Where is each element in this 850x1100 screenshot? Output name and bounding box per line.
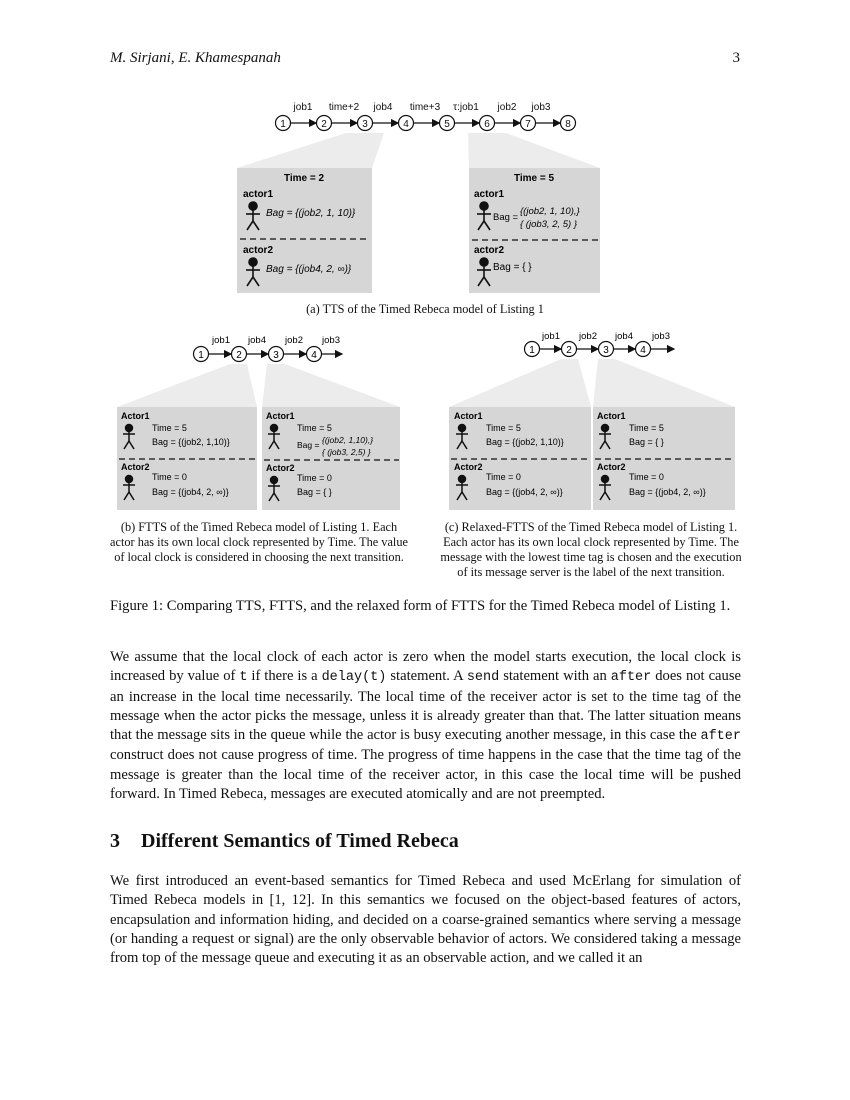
fig-b-node-2: 2 bbox=[236, 350, 242, 361]
fig-c-edge-label: job3 bbox=[652, 331, 670, 342]
fig-b-transition-chain bbox=[194, 335, 343, 362]
section-title: Different Semantics of Timed Rebeca bbox=[141, 830, 459, 852]
fig-a-left-actor1: actor1 bbox=[243, 189, 274, 200]
fig-b-caption-line: of local clock is considered in choosing the next transition. bbox=[114, 550, 404, 564]
fig-c-caption-line: Each actor has its own local clock represented by Time. The bbox=[443, 535, 739, 549]
fig-b-edge-label: job1 bbox=[212, 335, 230, 346]
fig-c-edge-label: job1 bbox=[542, 331, 560, 342]
fig-a-right-state-box bbox=[469, 168, 600, 293]
fig-c-right-time2: Time = 0 bbox=[629, 472, 664, 482]
fig-a-node-7: 7 bbox=[525, 119, 531, 130]
section-heading bbox=[110, 830, 459, 853]
body-paragraph-1 bbox=[110, 648, 741, 804]
fig-a-left-state-box bbox=[237, 168, 372, 293]
fig-b-left-actor1: Actor1 bbox=[121, 411, 150, 421]
inline-code: delay(t) bbox=[321, 670, 387, 686]
fig-c-right-actor1: Actor1 bbox=[597, 411, 626, 421]
fig-a-right-bag-label: Bag = bbox=[493, 212, 519, 223]
fig-c-caption bbox=[440, 520, 742, 580]
fig-b-caption-line: (b) FTTS of the Timed Rebeca model of Listing 1. Each bbox=[120, 520, 398, 534]
inline-code: t bbox=[239, 670, 248, 686]
text-run: does not cause an increase in the local time necessarily. The local time of the receiver actor is set to the time tag of the message when the actor picks the message, unless it is already greater than that. The latter situation means that the message sits in the queue while the actor is busy executing another message, in this case the bbox=[110, 668, 741, 744]
text-run: if there is a bbox=[247, 668, 322, 685]
fig-c-caption-line: of its message server is the label of the next transition. bbox=[457, 565, 725, 579]
fig-b-node-3: 3 bbox=[273, 350, 279, 361]
fig-b-left-bag2: Bag = {(job4, 2, ∞)} bbox=[152, 487, 229, 497]
fig-a-left-time: Time = 2 bbox=[283, 173, 325, 184]
fig-a-edge-label: time+3 bbox=[409, 102, 441, 113]
fig-b-left-bag1: Bag = {(job2, 1,10)} bbox=[152, 437, 230, 447]
fig-a-node-4: 4 bbox=[403, 119, 409, 130]
fig-c-left-state-box bbox=[449, 407, 591, 510]
fig-b-left-state-box bbox=[117, 407, 257, 510]
fig-c-caption-line: (c) Relaxed-FTTS of the Timed Rebeca model of Listing 1. bbox=[444, 520, 738, 534]
fig-a-node-8: 8 bbox=[565, 119, 571, 130]
text-run: We assume that the local clock of each actor is zero when the model starts execution, the local clock is increased by value of bbox=[110, 649, 741, 685]
fig-c-right-actor2: Actor2 bbox=[597, 462, 626, 472]
fig-c-edge-label: job4 bbox=[615, 331, 633, 342]
fig-b-right-actor2: Actor2 bbox=[266, 463, 295, 473]
fig-a-node-5: 5 bbox=[444, 119, 450, 130]
fig-a-left-bag1: Bag = {(job2, 1, 10)} bbox=[266, 208, 356, 219]
fig-b-right-time1: Time = 5 bbox=[297, 423, 332, 433]
fig-a-right-actor1: actor1 bbox=[474, 189, 505, 200]
fig-b-node-4: 4 bbox=[311, 350, 317, 361]
inline-code: after bbox=[610, 670, 652, 686]
fig-b-edge-label: job4 bbox=[248, 335, 266, 346]
fig-c-left-actor1: Actor1 bbox=[454, 411, 483, 421]
fig-c-right-state-box bbox=[593, 407, 735, 510]
fig-a-transition-chain bbox=[276, 102, 576, 131]
fig-a-edge-label: time+2 bbox=[328, 102, 360, 113]
fig-c-right-bag1: Bag = { } bbox=[629, 437, 664, 447]
fig-a-edge-label: job2 bbox=[497, 102, 517, 113]
fig-a-right-bag-line2: { (job3, 2, 5) } bbox=[520, 219, 578, 230]
fig-b-caption-line: actor has its own local clock represented by Time. The value bbox=[110, 535, 408, 549]
fig-c-right-bag2: Bag = {(job4, 2, ∞)} bbox=[629, 487, 706, 497]
body-paragraph-2 bbox=[110, 872, 741, 968]
running-header-authors: M. Sirjani, E. Khamespanah bbox=[110, 50, 281, 66]
fig-a-node-6: 6 bbox=[484, 119, 490, 130]
fig-a-right-bag2: Bag = { } bbox=[493, 262, 532, 273]
fig-b-left-time2: Time = 0 bbox=[152, 472, 187, 482]
text-run: statement with an bbox=[499, 668, 611, 685]
fig-b-right-actor1: Actor1 bbox=[266, 411, 295, 421]
fig-b-right-bag-line2: { (job3, 2,5) } bbox=[322, 447, 371, 457]
fig-a-edge-label: τ:job1 bbox=[453, 102, 479, 113]
fig-b-edge-label: job2 bbox=[285, 335, 303, 346]
fig-c-node-2: 2 bbox=[566, 345, 572, 356]
fig-a-right-actor2: actor2 bbox=[474, 245, 505, 256]
fig-c-node-3: 3 bbox=[603, 345, 609, 356]
fig-c-node-1: 1 bbox=[529, 345, 535, 356]
fig-a-caption: (a) TTS of the Timed Rebeca model of Listing 1 bbox=[306, 302, 544, 316]
fig-b-right-time2: Time = 0 bbox=[297, 473, 332, 483]
text-run: construct does not cause progress of time. The progress of time happens in the case that the time tag of the message is greater than the local time of the receiver actor, in this case the local time will be pushed forward. In Timed Rebeca, messages are executed atomically and are not preempted. bbox=[110, 747, 741, 803]
fig-c-left-bag1: Bag = {(job2, 1,10)} bbox=[486, 437, 564, 447]
section-number: 3 bbox=[110, 830, 120, 852]
fig-a-left-actor2: actor2 bbox=[243, 245, 274, 256]
fig-c-left-time2: Time = 0 bbox=[486, 472, 521, 482]
page-number: 3 bbox=[732, 50, 740, 66]
figure-caption: Figure 1: Comparing TTS, FTTS, and the relaxed form of FTTS for the Timed Rebeca model of Listing 1. bbox=[110, 598, 731, 614]
fig-c-left-bag2: Bag = {(job4, 2, ∞)} bbox=[486, 487, 563, 497]
inline-code: after bbox=[700, 729, 741, 745]
fig-a-edge-label: job4 bbox=[373, 102, 393, 113]
fig-c-left-time1: Time = 5 bbox=[486, 423, 521, 433]
fig-c-right-time1: Time = 5 bbox=[629, 423, 664, 433]
fig-c-edge-label: job2 bbox=[579, 331, 597, 342]
fig-b-right-bag2: Bag = { } bbox=[297, 487, 332, 497]
fig-b-right-bag-label: Bag = bbox=[297, 440, 320, 450]
fig-b-right-bag-line1: {(job2, 1,10),} bbox=[322, 435, 374, 445]
fig-b-right-state-box bbox=[262, 407, 400, 510]
fig-c-transition-chain bbox=[525, 331, 675, 357]
paragraph-text: We first introduced an event-based semantics for Timed Rebeca and used McErlang for simulation of Timed Rebeca models in [1, 12]. In this semantics we focused on the object-based features of actors, encapsulation and information hiding, and decided on a coarse-grained semantics where serving a message (or handing a request or signal) are the only observable behavior of actors. We considered taking a message from top of the message queue and executing it as an observable action, and we called it an bbox=[110, 873, 741, 967]
text-run: statement. A bbox=[386, 668, 467, 685]
fig-b-left-actor2: Actor2 bbox=[121, 462, 150, 472]
fig-b-edge-label: job3 bbox=[322, 335, 340, 346]
fig-c-node-4: 4 bbox=[640, 345, 646, 356]
fig-a-node-1: 1 bbox=[280, 119, 286, 130]
fig-a-left-bag2: Bag = {(job4, 2, ∞)} bbox=[266, 264, 352, 275]
fig-c-caption-line: message with the lowest time tag is chosen and the execution bbox=[440, 550, 742, 564]
fig-a-edge-label: job3 bbox=[531, 102, 551, 113]
fig-c-left-actor2: Actor2 bbox=[454, 462, 483, 472]
fig-a-right-time: Time = 5 bbox=[513, 173, 555, 184]
fig-a-edge-label: job1 bbox=[293, 102, 313, 113]
fig-b-caption bbox=[110, 520, 408, 565]
inline-code: send bbox=[466, 670, 500, 686]
fig-a-node-3: 3 bbox=[362, 119, 368, 130]
fig-b-left-time1: Time = 5 bbox=[152, 423, 187, 433]
fig-a-node-2: 2 bbox=[321, 119, 327, 130]
fig-a-right-bag-line1: {(job2, 1, 10),} bbox=[520, 206, 580, 217]
fig-b-node-1: 1 bbox=[198, 350, 204, 361]
